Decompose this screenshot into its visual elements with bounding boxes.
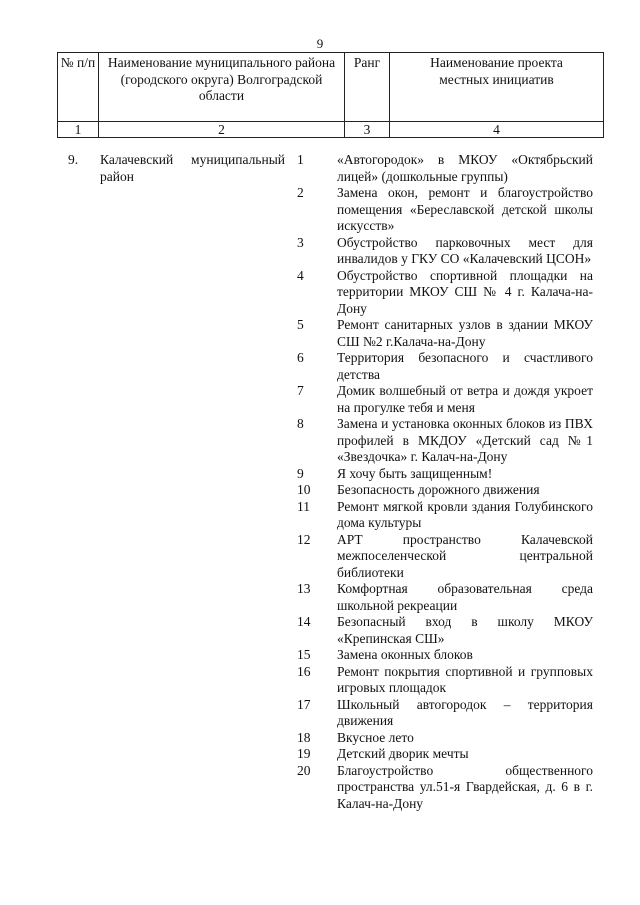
project-name: Благоустройство общественного пространства ул.51-я Гвардейская, д. 6 в г. Калач-на-Дону [337,762,593,811]
project-row [0,383,640,416]
project-rank: 18 [297,729,311,745]
column-number-4: 4 [390,122,604,138]
project-rank: 6 [297,350,304,365]
project-name: Детский дворик мечты [337,746,469,761]
project-row [0,152,640,185]
project-row [0,532,640,582]
project-row [0,697,640,730]
project-name: Замена окон, ремонт и благоустройство помещения «Береславской детской школы искусств» [337,185,593,233]
project-rank: 4 [297,267,304,283]
project-row [0,746,640,763]
column-number-1: 1 [58,122,99,138]
project-row [0,235,640,268]
project-name: Замена и установка оконных блоков из ПВХ профилей в МКДОУ «Детский сад №1 «Звездочка» г. Калач-на-Дону [337,416,593,464]
project-name: Территория безопасного и счастливого детства [337,350,593,382]
column-numbers-row [58,122,604,138]
project-row [0,466,640,483]
project-rank: 20 [297,762,311,778]
project-row [0,763,640,813]
project-name: Обустройство спортивной площадки на территории МКОУ СШ № 4 г. Калача-на-Дону [337,267,593,316]
municipality-number: 9. [68,152,79,167]
project-rank: 12 [297,531,311,547]
project-rank: 13 [297,581,311,596]
municipality-name: Калачевский муниципальный район [100,152,285,184]
project-name: Обустройство парковочных мест для инвалидов у ГКУ СО «Калачевский ЦСОН» [337,234,593,266]
project-name: Домик волшебный от ветра и дождя укроет на прогулке тебя и меня [337,383,593,415]
project-rank: 5 [297,317,304,332]
project-row [0,664,640,697]
project-rank: 8 [297,416,304,431]
project-name: Ремонт мягкой кровли здания Голубинского дома культуры [337,498,593,530]
project-name: Комфортная образовательная среда школьной рекреации [337,581,593,613]
project-name: АРТ пространство Калачевской межпоселенческой центральной библиотеки [337,531,593,580]
project-name: Вкусное лето [337,729,414,745]
project-rank: 2 [297,185,304,200]
project-rank: 7 [297,383,304,398]
project-name: Замена оконных блоков [337,647,473,662]
project-row [0,268,640,318]
project-rank: 19 [297,746,311,761]
project-name: Ремонт санитарных узлов в здании МКОУ СШ №2 г.Калача-на-Дону [337,317,593,349]
project-name: Безопасность дорожного движения [337,482,540,497]
header-col-rank: Ранг [345,53,390,122]
project-rank: 9 [297,465,304,481]
project-row [0,647,640,664]
project-rank: 3 [297,234,304,250]
project-rank: 15 [297,647,311,662]
page-number: 9 [316,36,324,51]
project-rank: 16 [297,663,311,679]
header-col-project: Наименование проекта местных инициатив [390,53,604,122]
project-row [0,482,640,499]
project-row [0,581,640,614]
header-table [57,52,604,138]
project-list [0,152,640,812]
project-name: Школьный автогородок – территория движения [337,696,593,728]
column-number-3: 3 [345,122,390,138]
project-row [0,185,640,235]
project-name: Ремонт покрытия спортивной и групповых игровых площадок [337,663,593,695]
project-row [0,317,640,350]
header-row [58,53,604,122]
project-rank: 11 [297,498,310,514]
project-rank: 14 [297,614,311,629]
project-name: Безопасный вход в школу МКОУ «Крепинская СШ» [337,614,593,646]
project-row [0,499,640,532]
project-rank: 10 [297,482,311,497]
column-number-2: 2 [99,122,345,138]
project-name: Я хочу быть защищенным! [337,465,493,481]
project-row [0,614,640,647]
project-row [0,416,640,466]
header-col-municipality: Наименование муниципального района (городского округа) Волгоградской области [99,53,345,122]
project-row [0,730,640,747]
project-name: «Автогородок» в МКОУ «Октябрьский лицей» (дошкольные группы) [337,152,593,184]
project-row [0,350,640,383]
project-rank: 1 [297,152,304,167]
project-rank: 17 [297,696,311,712]
header-col-number: № п/п [58,53,99,122]
